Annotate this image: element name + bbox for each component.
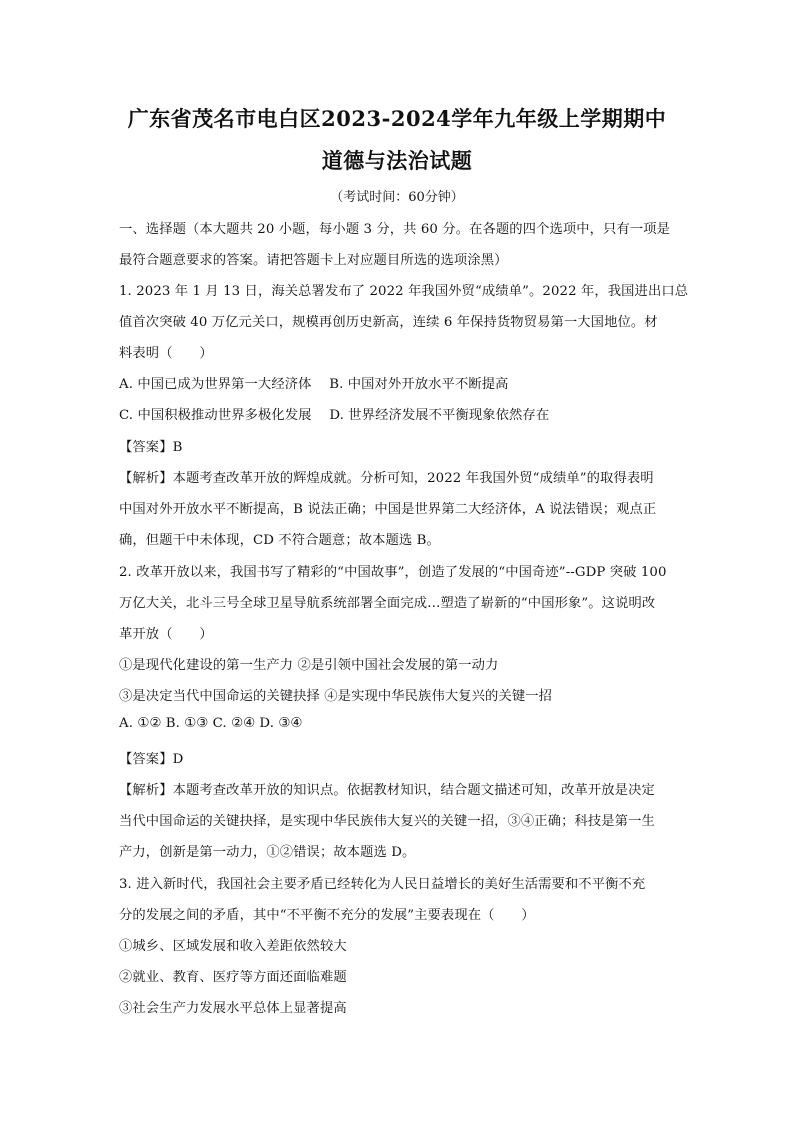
question-3-choices: ②就业、教育、医疗等方面还面临难题 xyxy=(119,970,347,985)
question-3-stem: 3. 进入新时代，我国社会主要矛盾已经转化为人民日益增长的美好生活需要和不平衡不充 xyxy=(119,877,646,892)
exam-time: （考试时间：60分钟） xyxy=(330,190,464,205)
question-1-analysis: 中国对外开放水平不断提高，B 说法正确；中国是世界第二大经济体，A 说法错误；观点正 xyxy=(119,502,657,517)
question-2-answer: 【答案】D xyxy=(119,752,184,767)
question-2-choices: ③是决定当代中国命运的关键抉择 ④是实现中华民族伟大复兴的关键一招 xyxy=(119,689,553,704)
question-1-stem: 1. 2023 年 1 月 13 日，海关总署发布了 2022 年我国外贸“成绩单”。2022 年，我国进出口总 xyxy=(119,284,689,299)
question-1-analysis: 确，但题干中未体现，CD 不符合题意；故本题选 B。 xyxy=(119,533,440,548)
question-2-choices: ①是现代化建设的第一生产力 ②是引领中国社会发展的第一动力 xyxy=(119,658,499,673)
question-2-analysis: 当代中国命运的关键抉择，是实现中华民族伟大复兴的关键一招，③④正确；科技是第一生 xyxy=(119,814,655,829)
question-1-options: A. 中国已成为世界第一大经济体 B. 中国对外开放水平不断提高 xyxy=(119,377,509,392)
question-2-analysis: 【解析】本题考查改革开放的知识点。依据教材知识，结合题文描述可知，改革开放是决定 xyxy=(119,783,655,798)
question-1-answer: 【答案】B xyxy=(119,440,183,455)
question-2-stem: 万亿大关，北斗三号全球卫星导航系统部署全面完成…塑造了崭新的“中国形象”。这说明改 xyxy=(119,596,656,611)
question-2-stem: 革开放（ ） xyxy=(119,627,213,642)
question-3-stem: 分的发展之间的矛盾，其中“不平衡不充分的发展”主要表现在（ ） xyxy=(119,908,535,923)
question-1-stem: 值首次突破 40 万亿元关口，规模再创历史新高，连续 6 年保持货物贸易第一大国地位。材 xyxy=(119,315,658,330)
section-instruction: 最符合题意要求的答案。请把答题卡上对应题目所选的选项涂黑） xyxy=(119,253,508,268)
question-1-stem: 料表明（ ） xyxy=(119,346,213,361)
document-subtitle: 道德与法治试题 xyxy=(321,148,473,173)
section-instruction: 一、选择题（本大题共 20 小题，每小题 3 分，共 60 分。在各题的四个选项中，只有一项是 xyxy=(119,222,671,237)
question-2-stem: 2. 改革开放以来，我国书写了精彩的“中国故事”，创造了发展的“中国奇迹”--GDP 突破 100 xyxy=(119,565,667,580)
question-1-options: C. 中国积极推动世界多极化发展 D. 世界经济发展不平衡现象依然存在 xyxy=(119,408,550,423)
document-title: 广东省茂名市电白区2023-2024学年九年级上学期期中 xyxy=(127,106,667,131)
question-3-choices: ③社会生产力发展水平总体上显著提高 xyxy=(119,1001,347,1016)
question-3-choices: ①城乡、区域发展和收入差距依然较大 xyxy=(119,939,347,954)
question-1-analysis: 【解析】本题考查改革开放的辉煌成就。分析可知，2022 年我国外贸“成绩单”的取得表明 xyxy=(119,471,654,486)
question-2-analysis: 产力，创新是第一动力，①②错误；故本题选 D。 xyxy=(119,845,416,860)
question-2-options: A. ①② B. ①③ C. ②④ D. ③④ xyxy=(119,716,303,731)
